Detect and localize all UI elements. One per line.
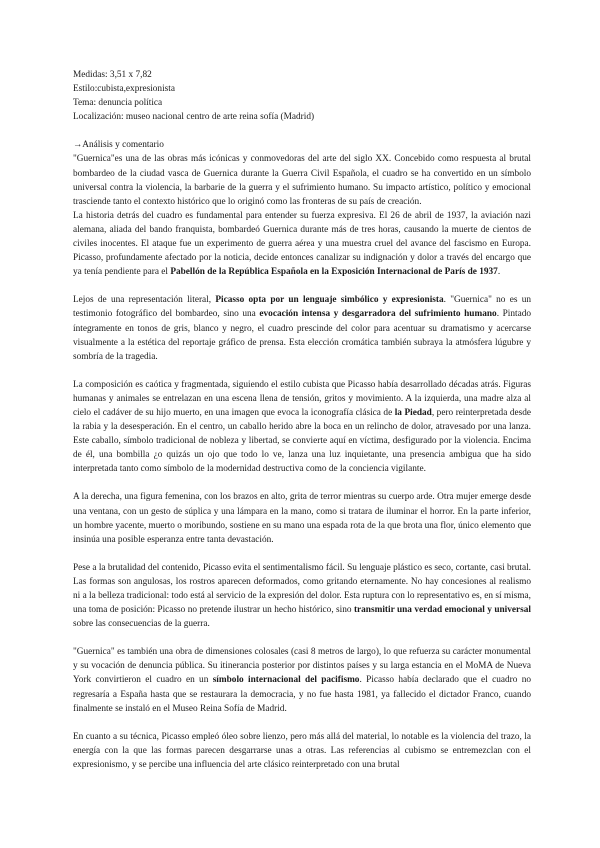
bold-phrase: evocación intensa y desgarradora del sufrimiento humano	[259, 309, 497, 320]
paragraph	[73, 293, 531, 363]
text-run: sobre las consecuencias de la guerra.	[73, 619, 210, 630]
section-heading: →Análisis y comentario	[73, 140, 164, 151]
paragraph	[73, 730, 531, 772]
meta-localizacion: Localización: museo nacional centro de arte reina sofía (Madrid)	[73, 112, 315, 123]
meta-estilo: Estilo:cubista,expresionista	[73, 84, 175, 95]
document-page	[73, 68, 531, 772]
text-run: A la derecha, una figura femenina, con los brazos en alto, grita de terror mientras su cuerpo arde. Otra mujer emerge desde una ventana, con un gesto de súplica y una lámpara en la mano, como si tratara de iluminar el horror. En la parte inferior, un hombre yacente, muerto o moribundo, sostiene en su mano una espada rota de la que brota una flor, único elemento que insinúa una posible esperanza entre tanta devastación.	[73, 492, 531, 545]
bold-phrase: símbolo internacional del pacifismo	[212, 675, 360, 686]
text-run: .	[497, 267, 501, 278]
meta-tema: Tema: denuncia política	[73, 98, 163, 109]
bold-phrase: la Piedad	[394, 407, 432, 418]
meta-medidas: Medidas: 3,51 x 7,82	[73, 70, 152, 80]
text-run: . "Guernica" no es un testimonio fotográfico del bombardeo, sino una	[73, 295, 531, 320]
bold-phrase: transmitir una verdad emocional y universal	[353, 605, 531, 616]
text-run: , pero reinterpretada desde la rabia y la desesperación. En el centro, un caballo herido abre la boca en un relincho de dolor, atravesado por una lanza. Este caballo, símbolo tradicional de nobleza y libertad, se convierte aquí en víctima, desfigurado por la violencia. Encima de él, una bombilla ¿o quizás un ojo que todo lo ve, lanza una luz inquietante, una presencia ambigua que ha sido interpretada tanto como símbolo de la modernidad destructiva como de la conciencia vigilante.	[73, 407, 531, 475]
text-run: "Guernica"es una de las obras más icónicas y conmovedoras del arte del siglo XX. Concebido como respuesta al brutal bombardeo de la ciudad vasca de Guernica durante la Guerra Civil Española, el cuadro se ha convertido en un símbolo universal contra la violencia, la barbarie de la guerra y el sufrimiento humano. Su impacto artístico, político y emocional trasciende tanto el contexto histórico que lo originó como las fronteras de su país de creación.	[73, 154, 531, 207]
paragraph	[73, 152, 531, 208]
paragraph	[73, 209, 531, 279]
text-run: . Pintado íntegramente en tonos de gris, blanco y negro, el cuadro prescinde del color para acentuar su dramatismo y acercarse visualmente a la estética del reportaje gráfico de prensa. Esta elección cromática también subraya la atmósfera lúgubre y sombría de la tragedia.	[73, 309, 531, 362]
paragraph	[73, 645, 531, 715]
paragraph	[73, 561, 531, 631]
text-run: "Guernica" es también una obra de dimensiones colosales (casi 8 metros de largo), lo que refuerza su carácter monumental y su vocación de denuncia pública. Su itinerancia posterior por distintos países y su larga estancia en el MoMA de Nueva York convirtieron el cuadro en un	[73, 647, 531, 686]
paragraph	[73, 490, 531, 546]
text-run: En cuanto a su técnica, Picasso empleó óleo sobre lienzo, pero más allá del material, lo notable es la violencia del trazo, la energía con la que las formas parecen desgarrarse unas a otras. Las referencias al cubismo se entremezclan con el expresionismo, y se percibe una influencia del arte clásico reinterpretado con una brutal	[73, 731, 531, 770]
text-run: . Picasso había declarado que el cuadro no regresaría a España hasta que se restaurara la democracia, y no fue hasta 1981, ya fallecido el dictador Franco, cuando finalmente se instaló en el Museo Reina Sofía de Madrid.	[73, 675, 531, 714]
commentary-body	[73, 152, 531, 772]
paragraph	[73, 378, 531, 477]
text-run: Pese a la brutalidad del contenido, Picasso evita el sentimentalismo fácil. Su lenguaje plástico es seco, cortante, casi brutal. Las formas son angulosas, los rostros aparecen deformados, como gritando eternamente. No hay concesiones al realismo ni a la belleza tradicional: todo está al servicio de la expresión del dolor. Esta ruptura con lo representativo es, en sí misma, una toma de posición: Picasso no pretende ilustrar un hecho histórico, sino	[73, 562, 531, 616]
text-run: La historia detrás del cuadro es fundamental para entender su fuerza expresiva. El 26 de abril de 1937, la aviación nazi alemana, aliada del bando franquista, bombardeó Guernica durante más de tres horas, causando la muerte de cientos de civiles inocentes. El ataque fue un experimento de guerra aérea y una muestra cruel del avance del fascismo en Europa. Picasso, profundamente afectado por la noticia, decide entonces canalizar su indignación y dolor a través del encargo que ya tenía pendiente para el	[73, 210, 531, 278]
bold-phrase: Pabellón de la República Española en la Exposición Internacional de París de 1937	[170, 267, 498, 278]
bold-phrase: Picasso opta por un lenguaje simbólico y expresionista	[215, 295, 444, 306]
text-run: Lejos de una representación literal,	[73, 295, 216, 306]
artwork-metadata	[73, 68, 531, 124]
text-run: La composición es caótica y fragmentada, siguiendo el estilo cubista que Picasso había desarrollado décadas atrás. Figuras humanas y animales se entrelazan en una escena llena de tensión, gritos y movimiento. A la izquierda, una madre alza al cielo el cadáver de su hijo muerto, en una imagen que evoca la iconografía clásica de	[73, 379, 531, 418]
